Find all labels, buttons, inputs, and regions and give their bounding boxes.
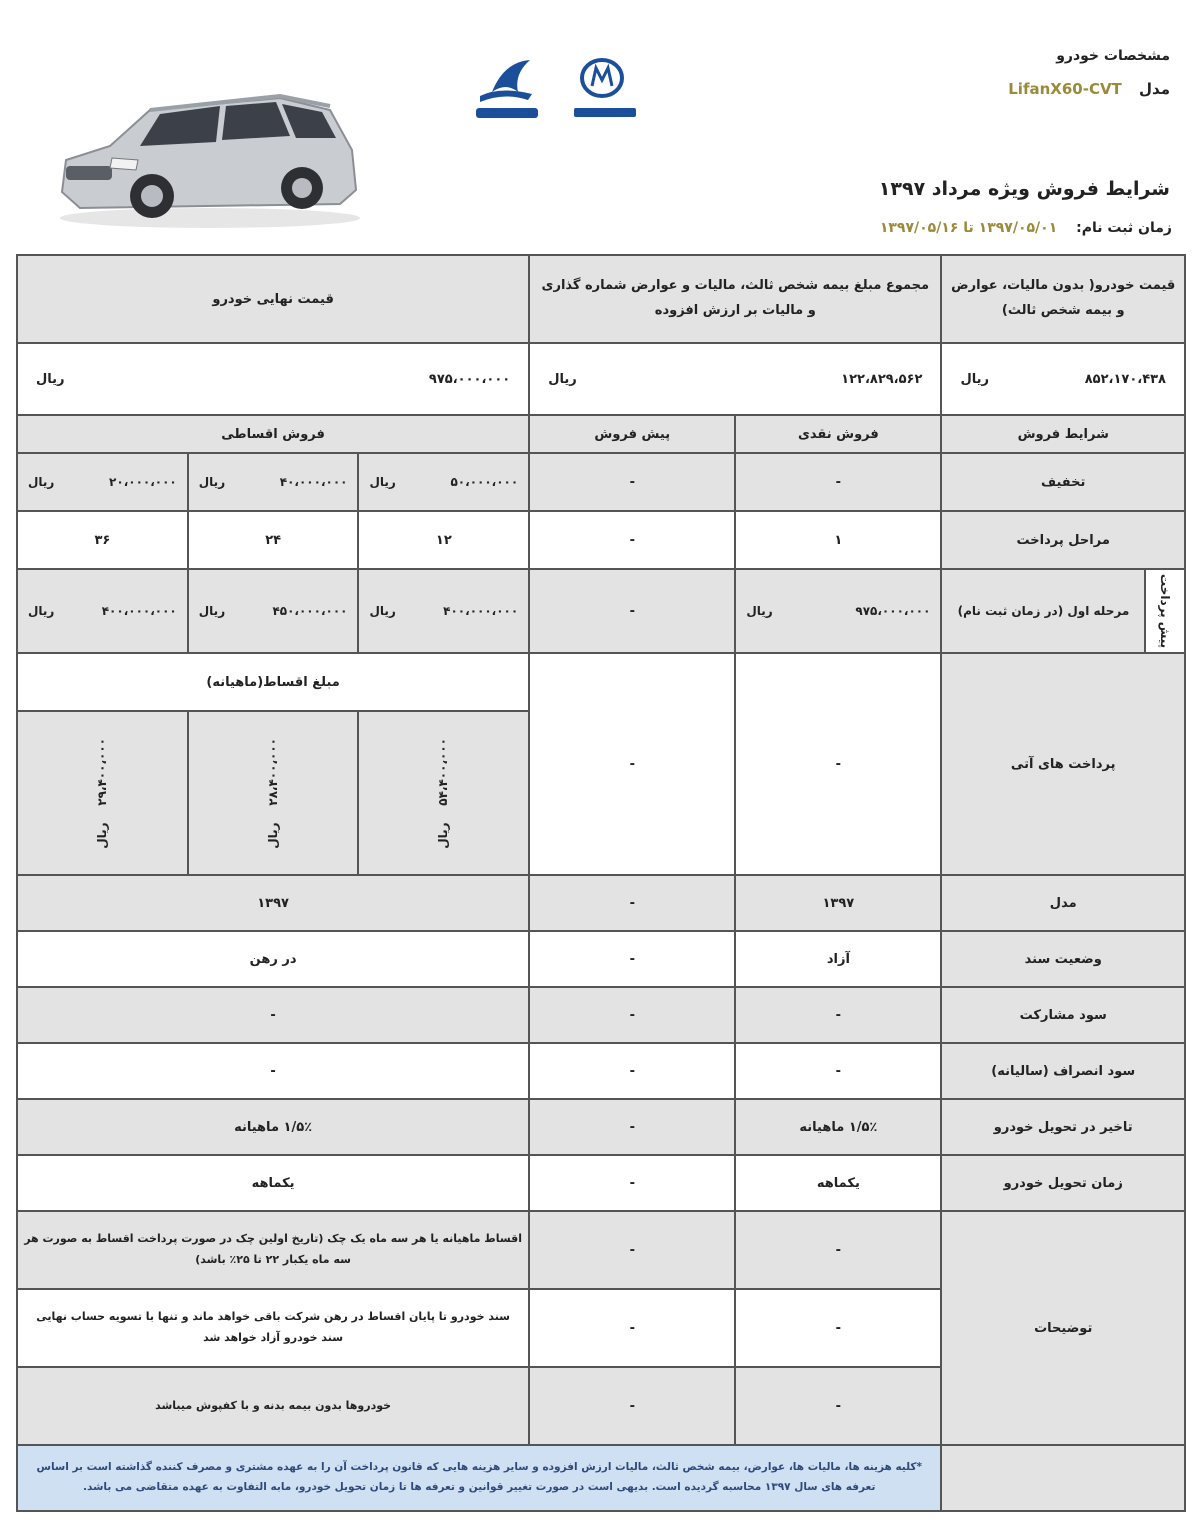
notes-presale-1: - [529,1211,735,1289]
future-payments-cash: - [735,653,941,875]
stages-inst-12: ۱۲ [358,511,529,569]
currency-label: ریال [94,822,109,849]
penalty-label: سود انصراف (سالیانه) [941,1043,1185,1099]
notes-cash-2: - [735,1289,941,1367]
discount-inst-24-value: ۴۰،۰۰۰،۰۰۰ [279,475,348,489]
registration-period [880,220,1172,236]
first-payment-presale: - [529,569,735,653]
prepayment-group-label [1145,569,1185,653]
penalty-row [17,1043,1185,1099]
partnership-inst: - [17,987,529,1043]
final-price-cell [17,343,529,415]
stages-cash: ۱ [735,511,941,569]
note-item-2: سند خودرو تا پایان اقساط در رهن شرکت باقی خواهد ماند و تنها با تسویه حساب نهایی سند خودرو آزاد خواهد شد [17,1289,529,1367]
base-price-header: قیمت خودرو( بدون مالیات، عوارض و بیمه شخص ثالث) [941,255,1185,343]
future-inst-12-value: ۵۴،۴۰۰،۰۰۰ [436,737,451,806]
currency-label: ریال [36,371,65,387]
conditions-label: شرایط فروش [941,415,1185,453]
currency-label: ریال [198,475,226,489]
price-header-row [17,255,1185,343]
stages-inst-36: ۳۶ [17,511,188,569]
presale-header: پیش فروش [529,415,735,453]
discount-inst-36 [17,453,188,511]
first-inst-12-value: ۴۰۰،۰۰۰،۰۰۰ [443,604,519,618]
stages-inst-24: ۲۴ [188,511,359,569]
delivery-presale: - [529,1155,735,1211]
delivery-inst: یکماهه [17,1155,529,1211]
currency-label: ریال [548,371,577,387]
installment-header: فروش اقساطی [17,415,529,453]
model-inst: ۱۳۹۷ [17,875,529,931]
currency-label: ریال [198,604,226,618]
future-inst-12 [358,711,529,875]
delay-label: تاخیر در تحویل خودرو [941,1099,1185,1155]
future-inst-36 [17,711,188,875]
document-presale: - [529,931,735,987]
delay-presale: - [529,1099,735,1155]
delay-cash: ۱/۵٪ ماهیانه [735,1099,941,1155]
base-price-cell [941,343,1185,415]
discount-row [17,453,1185,511]
base-price-value: ۸۵۲،۱۷۰،۴۳۸ [1084,371,1166,387]
future-payments-header-row [17,653,1185,711]
penalty-cash: - [735,1043,941,1099]
partnership-presale: - [529,987,735,1043]
registration-label: زمان ثبت نام: [1076,220,1172,236]
taxes-header: مجموع مبلغ بیمه شخص ثالث، مالیات و عوارض شماره گذاری و مالیات بر ارزش افزوده [529,255,941,343]
first-payment-inst-36 [17,569,188,653]
document-inst: در رهن [17,931,529,987]
currency-label: ریال [746,604,773,618]
model-value: LifanX60-CVT [1008,80,1122,98]
cash-sale-header: فروش نقدی [735,415,941,453]
notes-presale-3: - [529,1367,735,1445]
notes-presale-2: - [529,1289,735,1367]
delay-inst: ۱/۵٪ ماهیانه [17,1099,529,1155]
note-item-3: خودروها بدون بیمه بدنه و با کفپوش میباشد [17,1367,529,1445]
currency-label: ریال [28,604,55,618]
price-value-row [17,343,1185,415]
stages-label: مراحل پرداخت [941,511,1185,569]
discount-inst-24 [188,453,359,511]
first-payment-row [17,569,1185,653]
currency-label: ریال [369,475,396,489]
penalty-inst: - [17,1043,529,1099]
notes-row-1 [17,1211,1185,1289]
discount-label: تخفیف [941,453,1185,511]
sales-conditions-table [16,254,1186,1512]
model-presale: - [529,875,735,931]
footer-spacer [941,1445,1185,1511]
delivery-cash: یکماهه [735,1155,941,1211]
currency-label: ریال [28,475,55,489]
notes-cash-1: - [735,1211,941,1289]
discount-presale: - [529,453,735,511]
stages-presale: - [529,511,735,569]
first-payment-cash [735,569,941,653]
model-label: مدل [1139,80,1170,98]
delivery-label: زمان تحویل خودرو [941,1155,1185,1211]
page-title: شرایط فروش ویژه مرداد ۱۳۹۷ [878,178,1170,200]
note-item-1: اقساط ماهیانه یا هر سه ماه یک چک (تاریخ اولین چک در صورت پرداخت اقساط به صورت هر سه ماه یکبار ۲۲ تا ۲۵٪ باشد) [17,1211,529,1289]
currency-label: ریال [265,822,280,849]
footer-row [17,1445,1185,1511]
future-payments-presale: - [529,653,735,875]
prepayment-group-text: پیش پرداخت [1158,573,1173,649]
conditions-header-row [17,415,1185,453]
installment-amount-header: مبلغ اقساط(ماهیانه) [17,653,529,711]
discount-inst-36-value: ۲۰،۰۰۰،۰۰۰ [109,475,177,489]
partnership-label: سود مشارکت [941,987,1185,1043]
discount-cash: - [735,453,941,511]
final-price-header: قیمت نهایی خودرو [17,255,529,343]
first-payment-cash-value: ۹۷۵،۰۰۰،۰۰۰ [855,604,931,618]
future-inst-24 [188,711,359,875]
currency-label: ریال [960,371,989,387]
taxes-cell [529,343,941,415]
notes-label: توضیحات [941,1211,1185,1445]
taxes-value: ۱۲۲،۸۲۹،۵۶۲ [841,371,923,387]
first-payment-label: مرحله اول (در زمان ثبت نام) [941,569,1145,653]
penalty-presale: - [529,1043,735,1099]
delivery-row [17,1155,1185,1211]
partnership-row [17,987,1185,1043]
brand-logos [470,52,645,132]
discount-inst-12-value: ۵۰،۰۰۰،۰۰۰ [450,475,519,489]
document-label: وضعیت سند [941,931,1185,987]
notes-cash-3: - [735,1367,941,1445]
model-row-label: مدل [941,875,1185,931]
document-row [17,931,1185,987]
future-inst-24-value: ۲۸،۴۰۰،۰۰۰ [265,737,280,806]
first-payment-inst-24 [188,569,359,653]
stages-row [17,511,1185,569]
model-cash: ۱۳۹۷ [735,875,941,931]
model-line [1008,80,1170,98]
discount-inst-12 [358,453,529,511]
currency-label: ریال [436,822,451,849]
first-payment-inst-12 [358,569,529,653]
registration-value: ۱۳۹۷/۰۵/۰۱ تا ۱۳۹۷/۰۵/۱۶ [879,220,1058,236]
first-inst-24-value: ۴۵۰،۰۰۰،۰۰۰ [272,604,348,618]
car-image [40,80,370,230]
future-inst-36-value: ۲۹،۴۰۰،۰۰۰ [94,737,109,806]
spec-label: مشخصات خودرو [1056,48,1170,64]
footer-note: *کلیه هزینه ها، مالیات ها، عوارض، بیمه شخص ثالث، مالیات ارزش افزوده و سایر هزینه هایی که قانون پرداخت آن را به عهده مشتری و مصرف کننده گذاشته است بر اساس تعرفه های سال ۱۳۹۷ محاسبه گردیده است. بدیهی است در صورت تغییر قوانین و تعرفه ها تا زمان تحویل خودرو، مابه التفاوت به عهده متقاضی می باشد. [17,1445,941,1511]
document-cash: آزاد [735,931,941,987]
lifan-logo [574,60,636,117]
delay-row [17,1099,1185,1155]
kerman-khodro-logo [476,60,538,118]
first-inst-36-value: ۴۰۰،۰۰۰،۰۰۰ [101,604,177,618]
future-payments-label: پرداخت های آتی [941,653,1185,875]
model-row [17,875,1185,931]
partnership-cash: - [735,987,941,1043]
currency-label: ریال [369,604,396,618]
final-price-value: ۹۷۵،۰۰۰،۰۰۰ [428,371,511,387]
